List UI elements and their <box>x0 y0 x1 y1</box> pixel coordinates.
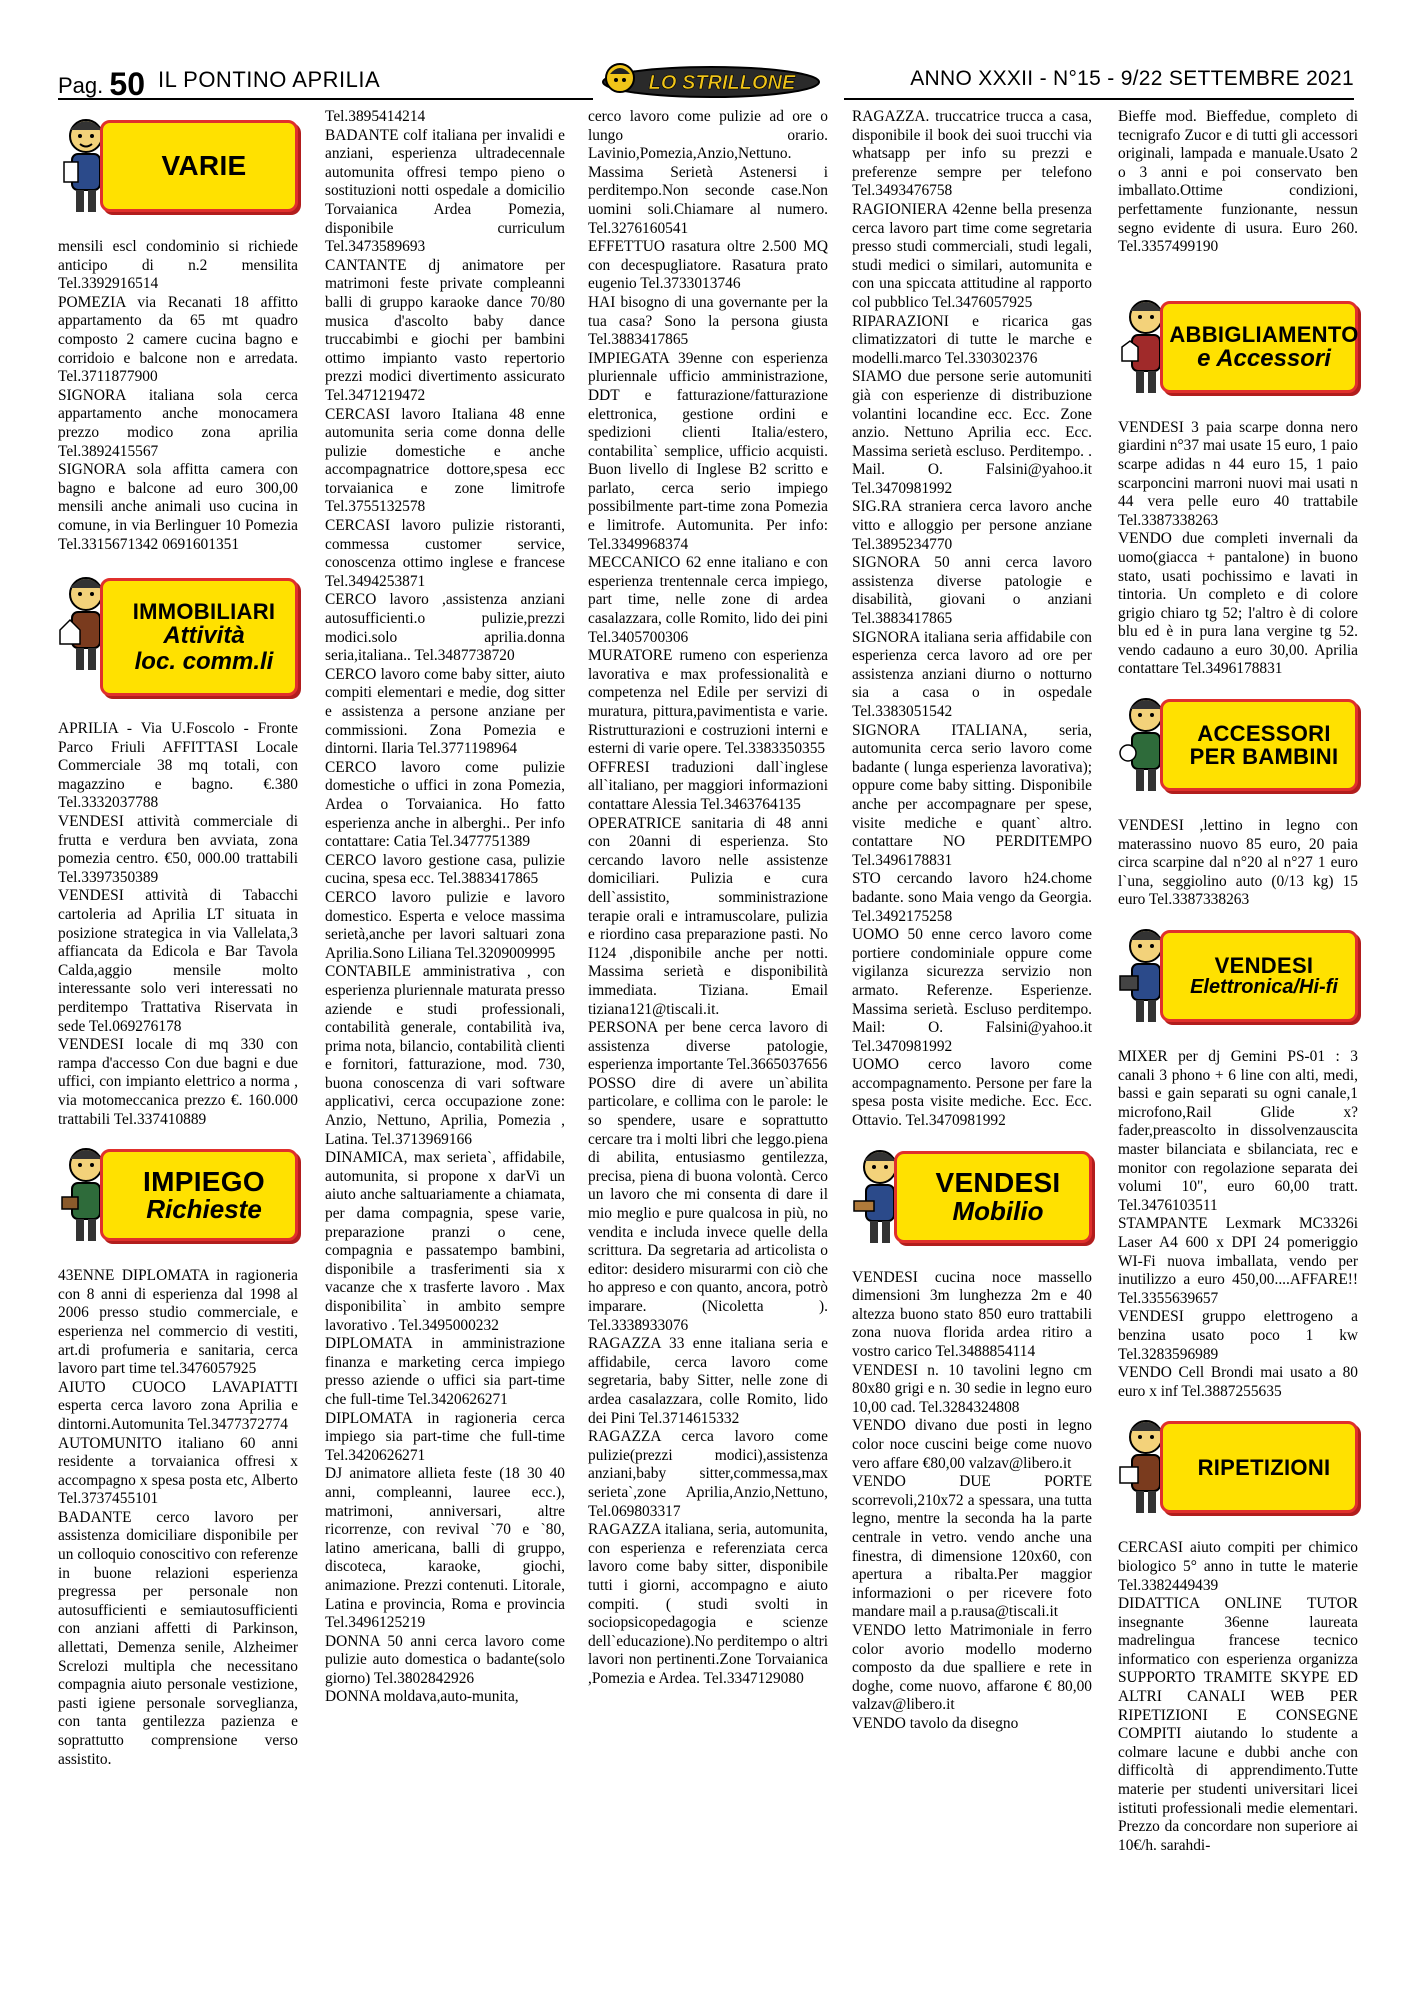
listing: RAGIONIERA 42enne bella presenza cerca lavoro part time come segretaria presso studi commerciali, studi legali, studi medici o similari, automunita e con una spiccata attitudine al rapporto col pubblico Tel.3476057925 <box>852 200 1092 311</box>
masthead-text: LO STRILLONE <box>648 72 796 94</box>
listing: POSSO dire di avere un`abilita particolare, e collima con le parole: le so spendere, usare e soprattutto cercare tra i molti libri che leggo.piena di abilita, entusiasmo gentilezza, precisa, piena di buona volontà. Cerco un lavoro che mi consenta di dare il mio meglio e pure qualcosa in più, no vendita e includa invece quelle della scrittura. Da segretaria ad articolista o editor: desidero misurarmi con ciò che ho appreso e con quanto, ancora, potrò imparare. (Nicoletta ). Tel.3338933076 <box>588 1074 828 1334</box>
listing: RAGAZZA italiana, seria, automunita, con esperienza e referenziata cerca lavoro come baby sitter, disponibile tutti i giorni, accompagno e aiuto compiti. ( studi svolti in sociopsicopedagogia e scienze dell`educazione).No perditempo o altri lavori non pertinenti.Zone Torvaianica ,Pomezia e Ardea. Tel.3347129080 <box>588 1521 828 1687</box>
column-3 <box>588 108 828 1688</box>
listing: CERCASI lavoro pulizie ristoranti, commessa customer service, conoscenza ottimo inglese e francese Tel.3494253871 <box>325 517 565 590</box>
listing: PERSONA per bene cerca lavoro di assistenza diverse patologie, esperienza importante Tel.3665037656 <box>588 1019 828 1074</box>
listing: RIPARAZIONI e ricarica gas climatizzatori di tutte le marche e modelli.marco Tel.330302376 <box>852 312 1092 367</box>
listing: CERCO lavoro come pulizie domestiche o uffici in zona Pomezia, Ardea o Torvaianica. Ho fatto esperienza anche in alberghi.. Per info contattare: Catia Tel.3477751389 <box>325 758 565 851</box>
section-banner-impiego <box>58 1141 298 1257</box>
header-rule-right <box>844 98 1354 100</box>
listing: CERCASI aiuto compiti per chimico biologico 5° anno in tutte le materie Tel.3382449439 <box>1118 1539 1358 1594</box>
listing: UOMO cerco lavoro come accompagnamento. Persone per fare la spesa posta visite mediche. Ecc. Ecc. Ottavio. Tel.3470981992 <box>852 1056 1092 1130</box>
listing: DIPLOMATA in amministrazione finanza e marketing cerca impiego presso aziende o uffici sia part-time che full-time Tel.3420626271 <box>325 1335 565 1408</box>
listing: SIGNORA sola affitta camera con bagno e balcone ad euro 300,00 mensili anche animali uso cucina in comune, in via Berlinguer 10 Pomezia Tel.3315671342 0691601351 <box>58 461 298 553</box>
listing: VENDESI attività commerciale di frutta e verdura ben avviata, zona pomezia centro. €50, 000.00 trattabili Tel.3397350389 <box>58 813 298 886</box>
listing: MURATORE rumeno con esperienza lavorativa e max professionalità e competenza nel Edile per servizi di muratura, pittura,pavimentista e varie. Ristrutturazioni e costruzioni interni e esterni di varie opere. Tel.3383350355 <box>588 647 828 758</box>
section-title-elettronica: VENDESI Elettronica/Hi-fi <box>1160 930 1358 1022</box>
listing: RAGAZZA cerca lavoro come pulizie(prezzi modici),assistenza anziani,baby sitter,commessa,max serieta`,zone Aprilia,Anzio,Nettuno, Tel.069803317 <box>588 1428 828 1520</box>
column-2 <box>325 108 565 1707</box>
listing: CONTABILE amministrativa , con esperienza pluriennale maturata presso aziende e studi professionali, contabilità generale, contabilità iva, prima nota, bilancio, contabilità clienti e fornitori, fatturazione, mod. 730, buona conoscenza di vari software applicativi, cerca occupazione zone: Anzio, Nettuno, Aprilia, Pomezia , Latina. Tel.3713969166 <box>325 963 565 1148</box>
listing: Bieffe mod. Bieffedue, completo di tecnigrafo Zucor e di tutti gli accessori originali, lampada e manuale.Usato 2 o 3 anni e poi conservato ben imballato.Ottime condizioni, perfettamente funzionante, nessun segno evidente di usura. Euro 260. Tel.3357499190 <box>1118 108 1358 256</box>
listing: VENDO divano due posti in legno color noce cuscini beige come nuovo vero affare €80,00 valzav@libero.it <box>852 1417 1092 1472</box>
listing: IMPIEGATA 39enne con esperienza pluriennale ufficio amministrazione, DDT e fatturazione/fatturazione elettronica, gestione ordini e spedizioni clienti Italia/estero, contabilita` semplice, ufficio acquisti. Buon livello di Inglese B2 scritto e parlato, cerca serio impiego possibilmente part-time zona Pomezia e limitrofe. Automunita. Per info: Tel.3349968374 <box>588 349 828 553</box>
listing: CANTANTE dj animatore per matrimoni feste private compleanni balli di gruppo karaoke dance 70/80 musica d'ascolto baby dance truccabimbi e giochi per bambini ottimo impianto vasto repertorio prezzi modici divertimento assicurato Tel.3471219472 <box>325 256 565 404</box>
listing: SIGNORA italiana seria affidabile con esperienza cerca lavoro ad ore per assistenza anziani diurno o notturno sia a casa o in ospedale Tel.3383051542 <box>852 628 1092 720</box>
listing: STAMPANTE Lexmark MC3326i Laser A4 600 x DPI 24 pomeriggio WI-Fi nuova imballata, vendo per inutilizzo a euro 450,00....AFFARE!! Tel.3355639657 <box>1118 1215 1358 1307</box>
column-1 <box>58 108 298 1769</box>
listing: POMEZIA via Recanati 18 affitto appartamento da 65 mt quadro composto 2 camere cucina bagno e corridoio e balcone non e arredata. Tel.3711877900 <box>58 293 298 386</box>
listing: EFFETTUO rasatura oltre 2.500 MQ con decespugliatore. Rasatura prato eugenio Tel.3733013746 <box>588 238 828 293</box>
listing: VENDO Cell Brondi mai usato a 80 euro x inf Tel.3887255635 <box>1118 1364 1358 1400</box>
listing: MECCANICO 62 enne italiano e con esperienza trentennale cerca impiego, part time, nelle zone di ardea casalazzara, colle Romito, lido dei pini Tel.3405700306 <box>588 554 828 646</box>
listing: HAI bisogno di una governante per la tua casa? Sono la persona giusta Tel.3883417865 <box>588 293 828 349</box>
listing: CERCO lavoro come baby sitter, aiuto compiti elementari e medie, dog sitter e assistenza a persone anziane per commissioni. Zona Pomezia e dintorni. Ilaria Tel.3771198964 <box>325 665 565 758</box>
listing: RAGAZZA 33 enne italiana seria e affidabile, cerca lavoro come segretaria, baby Sitter, nelle zone di ardea casalazzara, colle Romito, lido dei Pini Tel.3714615332 <box>588 1335 828 1427</box>
listing: VENDO due completi invernali da uomo(giacca + pantalone) in buono stato, usati pochissimo e lavati in tintoria. Un completo e di colore grigio chiaro tg 52; l'altro è di colore blu ed è in pura lana vergine tg 52. vendo cadauno a euro 30,00. Aprilia contattare Tel.3496178831 <box>1118 530 1358 678</box>
listing: VENDESI n. 10 tavolini legno cm 80x80 grigi e n. 30 sedie in legno euro 10,00 cad. Tel.3284324808 <box>852 1361 1092 1416</box>
listing: cerco lavoro come pulizie ad ore o lungo orario. Lavinio,Pomezia,Anzio,Nettuno. Massima Serietà Astenersi i perditempo.Non seconde case.Non uomini soli.Chiamare al numero. Tel.3276160541 <box>588 108 828 237</box>
listing: VENDESI cucina noce massello dimensioni 3m lunghezza 2m e 40 altezza buono stato 850 euro trattabili zona nuova florida ardea ritiro a vostro carico Tel.3488854114 <box>852 1268 1092 1361</box>
listing: SIGNORA ITALIANA, seria, automunita cerca serio lavoro come badante ( lunga esperienza lavorativa); oppure come baby sitting. Disponibile anche per accompagnare per spese, visite mediche e quant` altro. contattare NO PERDITEMPO Tel.3496178831 <box>852 721 1092 869</box>
section-title-bambini: ACCESSORI PER BAMBINI <box>1160 699 1358 791</box>
listing: VENDESI ,lettino in legno con materassino nuovo 85 euro, 20 paia circa scarpine dal n°20 al n°27 1 euro l`una, seggiolino auto (0/13 kg) 15 euro Tel.3387338263 <box>1118 817 1358 909</box>
listing: VENDO letto Matrimoniale in ferro color avorio modello moderno composto da due spalliere e rete in doghe, come nuovo, affarone € 80,00 valzav@libero.it <box>852 1621 1092 1714</box>
section-banner-elettronica <box>1118 922 1358 1038</box>
page-number: Pag. 50 <box>58 66 145 102</box>
listing: BADANTE cerco lavoro per assistenza domiciliare disponibile per un colloquio conoscitivo con referenze in buone relazioni esperienza pregressa per personale non autosufficienti e semiautosufficienti con anziani affetti di Parkinson, allettati, Demenza senile, Alzheimer Screlozi multipla che necessitano compagnia aiuto personale vestizione, pasti igiene personale sorveglianza, con tanta gentilezza pazienza e soprattutto comprensione verso assistito. <box>58 1508 298 1768</box>
section-banner-mobilio <box>852 1143 1092 1259</box>
listing: BADANTE colf italiana per invalidi e anziani, esperienza ultradecennale automunita offresi tempo pieno o sostituzioni notti ospedale a domicilio Torvaianica Ardea Pomezia, disponibile curriculum Tel.3473589693 <box>325 126 565 256</box>
listing: SIGNORA 50 anni cerca lavoro assistenza diverse patologie e disabilità, giovani o anziani Tel.3883417865 <box>852 554 1092 628</box>
listing: SIAMO due persone serie automuniti già con esperienze di distribuzione volantini locandine ecc. Ecc. Zone anzio. Nettuno Aprilia ecc. Ecc. Massima serietà escluso. Perditempo. . Mail. O. Falsini@yahoo.it Tel.3470981992 <box>852 368 1092 497</box>
listing: VENDESI gruppo elettrogeno a benzina usato poco 1 kw Tel.3283596989 <box>1118 1308 1358 1363</box>
section-banner-varie <box>58 112 298 228</box>
listing: UOMO 50 enne cerco lavoro come portiere condominiale oppure come vigilanza sicurezza servizio non armato. Referenze. Esperienze. Massima serietà. Escluso perditempo. Mail: O. Falsini@yahoo.it Tel.3470981992 <box>852 926 1092 1055</box>
listing: VENDO tavolo da disegno <box>852 1714 1019 1732</box>
listing: DIPLOMATA in ragioneria cerca impiego sia part-time che full-time Tel.3420626271 <box>325 1409 565 1464</box>
listing: Tel.3895414214 <box>325 108 426 125</box>
listing: DINAMICA, max serieta`, affidabile, automunita, si propone x darVi un aiuto anche saltuariamente a chiamata, per dama compagnia, spese varie, preparazione pranzi o cene, compagnia e passatempo bambini, disponibile a trasferimenti sia x vacanze che x trasferte lavoro . Max disponibilita` in ambito sempre lavorativo . Tel.3495000232 <box>325 1149 565 1334</box>
listing: OPERATRICE sanitaria di 48 anni con 20anni di esperienza. Sto cercando lavoro nelle assistenze domiciliari. Pulizia e cura dell`assistito, somministrazione terapie orali e intramuscolare, pulizia e riordino casa preparazione pasti. No I124 ,disponibile anche per notti. Massima serietà e disponibilità immediata. Tiziana. Email tiziana121@tiscali.it. <box>588 814 828 1018</box>
section-banner-abbigliamento <box>1118 293 1358 409</box>
listing: DIDATTICA ONLINE TUTOR insegnante 36enne laureata madrelingua francese tecnico informatico con esperienza organizza SUPPORTO TRAMITE SKYPE ED ALTRI CANALI WEB PER RIPETIZIONI E CONSEGNE COMPITI aiutando lo studente a colmare lacune e dubbi anche con difficoltà di apprendimento.Tutte materie per studenti universitari licei istituti professionali medie elementari. Prezzo da concordare non superiore ai 10€/h. sarahdi- <box>1118 1595 1358 1854</box>
listing: DJ animatore allieta feste (18 30 40 anni, compleanni, lauree ecc.), matrimoni, anniversari, altre ricorrenze, con revival `70 e `80, latino americana, balli di gruppo, discoteca, karaoke, giochi, animazione. Prezzi contenuti. Litorale, Latina e provincia, Roma e provincia Tel.3496125219 <box>325 1465 565 1632</box>
section-title-impiego: IMPIEGO Richieste <box>100 1149 298 1241</box>
listing: OFFRESI traduzioni dall`inglese all`italiano, per maggiori informazioni contattare Alessia Tel.3463764135 <box>588 758 828 813</box>
section-title-immobiliari: IMMOBILIARI Attività loc. comm.li <box>100 578 298 696</box>
listing: SIGNORA italiana sola cerca appartamento anche monocamera prezzo modico zona aprilia Tel.3892415567 <box>58 386 298 460</box>
issue-info: ANNO XXXII - N°15 - 9/22 SETTEMBRE 2021 <box>910 67 1354 90</box>
section-title-varie: VARIE <box>100 120 298 212</box>
listing: VENDO DUE PORTE scorrevoli,210x72 a spessara, una tutta legno, mentre la seconda ha la parte centrale in vetro. vendo anche una finestra, di dimensione 120x60, con apertura a ribalta.Per maggior informazioni o per ricevere foto mandare mail a p.rausa@tiscali.it <box>852 1473 1092 1621</box>
column-4 <box>852 108 1092 1734</box>
listing: MIXER per dj Gemini PS-01 : 3 canali 3 phono + 6 line con alti, medi, bassi e gain separati su ogni canale,1 microfono,Rail Glide x?fader,preascolto in dissolvenzauscita master bilanciata e sbilanciata, rec e monitor con regolazione separata dei volumi 10", euro 60,00 tratt. Tel.3476103511 <box>1118 1048 1358 1214</box>
listing: VENDESI attività di Tabacchi cartoleria ad Aprilia LT situata in posizione strategica in via Vallelata,3 affiancata da Edicola e Bar Tavola Calda,aggio mensile molto interessante solo veri interessati no perditempo Trattativa Riservata in sede Tel.069276178 <box>58 887 298 1035</box>
section-banner-ripetizioni <box>1118 1413 1358 1529</box>
section-title-abbigliamento: ABBIGLIAMENTO e Accessori <box>1160 301 1358 393</box>
listing: CERCO lavoro ,assistenza anziani autosufficienti.o pulizie,prezzi modici.solo aprilia.donna seria,italiana.. Tel.3487738720 <box>325 591 565 665</box>
listing: VENDESI 3 paia scarpe donna nero giardini n°37 mai usate 15 euro, 1 paio scarpe adidas n 44 euro 15, 1 paio scarponcini marroni nuovi mai usati n 44 vera pelle euro 40 trattabile Tel.3387338263 <box>1118 418 1358 529</box>
listing: CERCO lavoro gestione casa, pulizie cucina, spesa ecc. Tel.3883417865 <box>325 851 565 888</box>
listing: CERCASI lavoro Italiana 48 enne automunita seria come donna delle pulizie domestiche e anche accompagnatrice dottore,spesa ecc torvaianica e zone limitrofe Tel.3755132578 <box>325 405 565 516</box>
listing: APRILIA - Via U.Foscolo - Fronte Parco Friuli AFFITTASI Locale Commerciale 38 mq totali, con magazzino e bagno. €.380 Tel.3332037788 <box>58 720 298 812</box>
masthead-logo <box>598 58 824 102</box>
header-rule-left <box>58 98 593 100</box>
section-title-mobilio: VENDESI Mobilio <box>894 1151 1092 1243</box>
listing: AIUTO CUOCO LAVAPIATTI esperta cerca lavoro zona Aprilia e dintorni.Automunita Tel.3477372774 <box>58 1378 298 1433</box>
section-banner-immobiliari <box>58 570 298 710</box>
section-banner-bambini <box>1118 691 1358 807</box>
listing: SIG.RA straniera cerca lavoro anche vitto e alloggio per persone anziane Tel.3895234770 <box>852 498 1092 553</box>
column-5 <box>1118 108 1358 1855</box>
section-title-ripetizioni: RIPETIZIONI <box>1160 1421 1358 1513</box>
listing: DONNA moldava,auto-munita, <box>325 1688 519 1706</box>
listing: mensili escl condominio si richiede anticipo di n.2 mensilita Tel.3392916514 <box>58 238 298 293</box>
listing: VENDESI locale di mq 330 con rampa d'accesso Con due bagni e due uffici, con impianto elettrico a norma , via motomeccanica prezzo €. 160.000 trattabili Tel.337410889 <box>58 1036 298 1128</box>
listing: RAGAZZA. truccatrice trucca a casa, disponibile il book dei suoi trucchi via whatsapp per info su prezzi e preferenze sempre per telefono Tel.3493476758 <box>852 108 1092 200</box>
listing: 43ENNE DIPLOMATA in ragioneria con 8 anni di esperienza dal 1998 al 2006 presso studio commerciale, e esperienza nel commercio di vestiti, art.di profumeria e sanitaria, cerca lavoro part time tel.3476057925 <box>58 1267 298 1378</box>
listing: STO cercando lavoro h24.chome badante. sono Maia vengo da Georgia. Tel.3492175258 <box>852 870 1092 925</box>
listing: CERCO lavoro pulizie e lavoro domestico. Esperta e veloce massima serietà,anche per lavori saltuari zona Aprilia.Sono Liliana Tel.3209009995 <box>325 888 565 962</box>
listing: DONNA 50 anni cerca lavoro come pulizie auto domestica o badante(solo giorno) Tel.3802842926 <box>325 1632 565 1687</box>
listing: AUTOMUNITO italiano 60 anni residente a torvaianica offresi x accompagno x spesa posta etc, Alberto Tel.3737455101 <box>58 1434 298 1508</box>
publication-title: IL PONTINO APRILIA <box>158 67 381 92</box>
